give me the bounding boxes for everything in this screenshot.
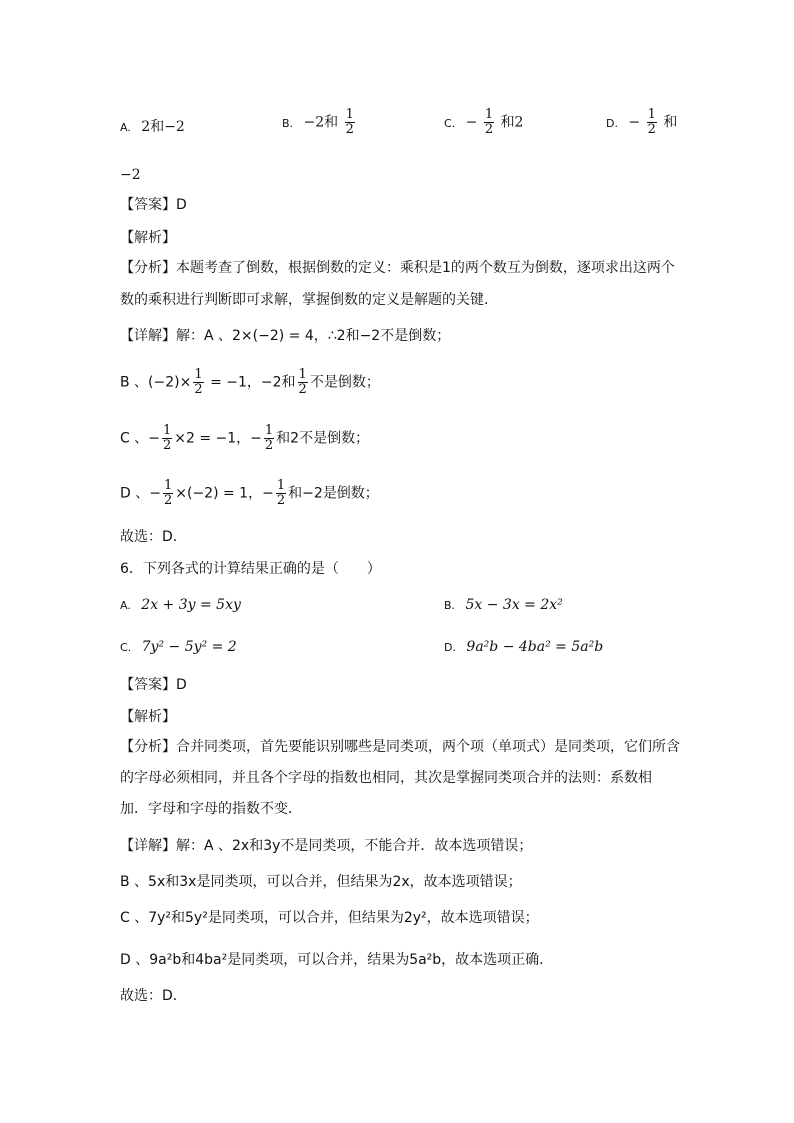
option-text: −2和 — [303, 114, 339, 131]
q6-detail-b: B 、5x和3x是同类项，可以合并，但结果为2x，故本选项错误； — [120, 874, 522, 890]
fraction: $\frac{1}{2}$ — [647, 107, 656, 137]
q6-detail-d: D 、9a²b和4ba²是同类项，可以合并，结果为5a²b，故本选项正确． — [120, 952, 554, 968]
q5-option-d — [606, 108, 677, 137]
q5-option-a — [120, 117, 185, 138]
q5-answer: 【答案】D — [120, 197, 187, 213]
q6-analysis-title: 【解析】 — [120, 709, 176, 725]
fraction: $\frac{1}{2}$ — [298, 367, 307, 397]
q6-analysis-line-1: 【分析】合并同类项，首先要能识别哪些是同类项，两个项（单项式）是同类项，它们所含 — [120, 739, 680, 755]
q5-conclusion: 故选：D． — [120, 529, 187, 545]
q5-analysis-line-2: 数的乘积进行判断即可求解，掌握倒数的定义是解题的关键． — [120, 292, 498, 308]
option-text: 7y² − 5y² = 2 — [141, 639, 237, 655]
q6-option-b — [444, 595, 563, 616]
fraction: $\frac{1}{2}$ — [345, 107, 354, 137]
option-text-tail: 和2 — [500, 114, 524, 131]
option-label: B. — [444, 599, 456, 612]
option-text-tail: 和 — [663, 114, 678, 131]
q6-option-a — [120, 595, 241, 616]
fraction: $\frac{1}{2}$ — [162, 423, 172, 453]
option-label: D. — [444, 641, 456, 654]
option-label: C. — [120, 641, 132, 654]
q6-detail-c: C 、7y²和5y²是同类项，可以合并，但结果为2y²，故本选项错误； — [120, 910, 539, 926]
fraction: $\frac{1}{2}$ — [264, 423, 274, 453]
option-text: − — [628, 114, 641, 131]
option-text: 5x − 3x = 2x² — [465, 597, 563, 613]
q5-analysis-line-1: 【分析】本题考查了倒数，根据倒数的定义：乘积是1的两个数互为倒数，逐项求出这两个 — [120, 260, 675, 276]
option-label: A. — [120, 599, 131, 612]
q5-detail-b: B 、(−2)× $\frac{1}{2}$ = −1，−2和 $\frac{1}{2}$ 不是倒数； — [120, 367, 380, 397]
q6-option-c — [120, 637, 237, 658]
q5-detail-a: 【详解】解：A 、2×(−2) = 4，∴2和−2不是倒数； — [120, 328, 451, 344]
option-label: C. — [444, 116, 456, 130]
q6-detail-a: 【详解】解：A 、2x和3y不是同类项，不能合并．故本选项错误； — [120, 838, 533, 854]
fraction: $\frac{1}{2}$ — [194, 367, 203, 397]
q6-stem: 6．下列各式的计算结果正确的是（ ） — [120, 561, 381, 577]
option-text: 2x + 3y = 5xy — [141, 597, 241, 613]
fraction: $\frac{1}{2}$ — [484, 107, 494, 137]
option-label: A. — [120, 121, 131, 134]
option-label: D. — [606, 116, 618, 130]
q5-analysis-title: 【解析】 — [120, 230, 176, 246]
q5-option-d-wrap: −2 — [120, 167, 141, 183]
q5-detail-d: D 、− $\frac{1}{2}$ ×(−2) = 1，− $\frac{1}{2}$ 和−2是倒数； — [120, 478, 379, 508]
q5-option-b — [282, 108, 357, 137]
q6-analysis-line-2: 的字母必须相同，并且各个字母的指数也相同，其次是掌握同类项合并的法则：系数相 — [120, 770, 652, 786]
q6-conclusion: 故选：D． — [120, 988, 187, 1004]
option-label: B. — [282, 116, 294, 130]
q6-answer: 【答案】D — [120, 677, 187, 693]
fraction: $\frac{1}{2}$ — [276, 478, 286, 508]
option-text: 9a²b − 4ba² = 5a²b — [466, 639, 604, 655]
option-text: − — [465, 114, 478, 131]
q6-option-d — [444, 637, 603, 658]
fraction: $\frac{1}{2}$ — [163, 478, 173, 508]
option-text: 2和−2 — [141, 119, 185, 135]
q6-analysis-line-3: 加．字母和字母的指数不变． — [120, 801, 302, 817]
q5-detail-c: C 、− $\frac{1}{2}$ ×2 = −1，− $\frac{1}{2}$ 和2不是倒数； — [120, 423, 370, 453]
q5-option-c — [444, 108, 523, 137]
